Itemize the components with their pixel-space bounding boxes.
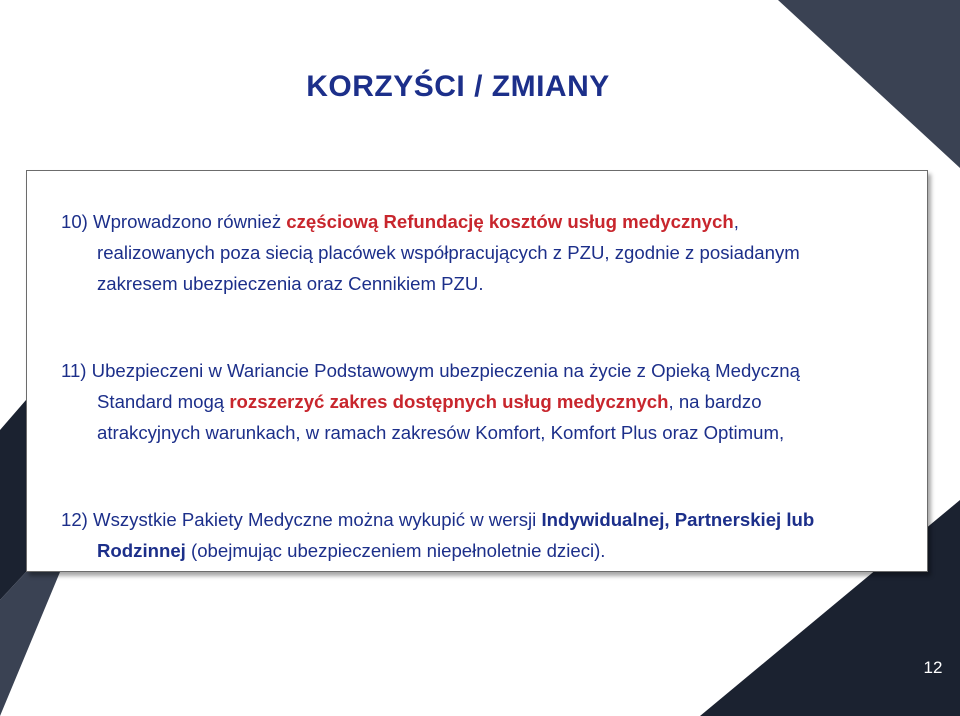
text-run: atrakcyjnych warunkach, w ramach zakresów Komfort, Komfort Plus oraz Optimum, xyxy=(97,422,785,443)
text-run: (obejmując ubezpieczeniem niepełnoletnie dzieci). xyxy=(185,540,606,561)
item-line xyxy=(61,237,917,268)
item-line xyxy=(61,417,917,448)
text-run-highlight: Indywidualnej, Partnerskiej lub xyxy=(541,509,815,530)
item-line xyxy=(61,206,917,237)
item-line xyxy=(61,355,917,386)
content-box xyxy=(26,170,928,572)
bottom-left-slate-band xyxy=(0,572,60,716)
item-line xyxy=(61,386,917,417)
slide-title: KORZYŚCI / ZMIANY xyxy=(306,70,610,103)
text-run: zakresem ubezpieczenia oraz Cennikiem PZU. xyxy=(97,273,484,294)
benefit-item-10 xyxy=(61,206,917,299)
item-line xyxy=(61,535,917,566)
bottom-left-dark-wedge xyxy=(0,400,26,600)
text-run: , na bardzo xyxy=(668,391,762,412)
text-run: 10) Wprowadzono również xyxy=(61,211,287,232)
benefit-item-11 xyxy=(61,355,917,448)
text-run: Standard mogą xyxy=(97,391,230,412)
text-run: realizowanych poza siecią placówek współpracujących z PZU, zgodnie z posiadanym xyxy=(97,242,800,263)
item-line xyxy=(61,268,917,299)
text-run-highlight: Rodzinnej xyxy=(97,540,186,561)
text-run: , xyxy=(733,211,739,232)
benefit-item-12 xyxy=(61,504,917,566)
text-run: 12) Wszystkie Pakiety Medyczne można wykupić w wersji xyxy=(61,509,542,530)
item-line xyxy=(61,504,917,535)
page-number: 12 xyxy=(906,650,960,686)
text-run: 11) Ubezpieczeni w Wariancie Podstawowym ubezpieczenia na życie z Opieką Medyczną xyxy=(61,360,800,381)
text-run-highlight: częściową Refundację kosztów usług medycznych xyxy=(286,211,734,232)
text-run-highlight: rozszerzyć zakres dostępnych usług medycznych xyxy=(229,391,669,412)
